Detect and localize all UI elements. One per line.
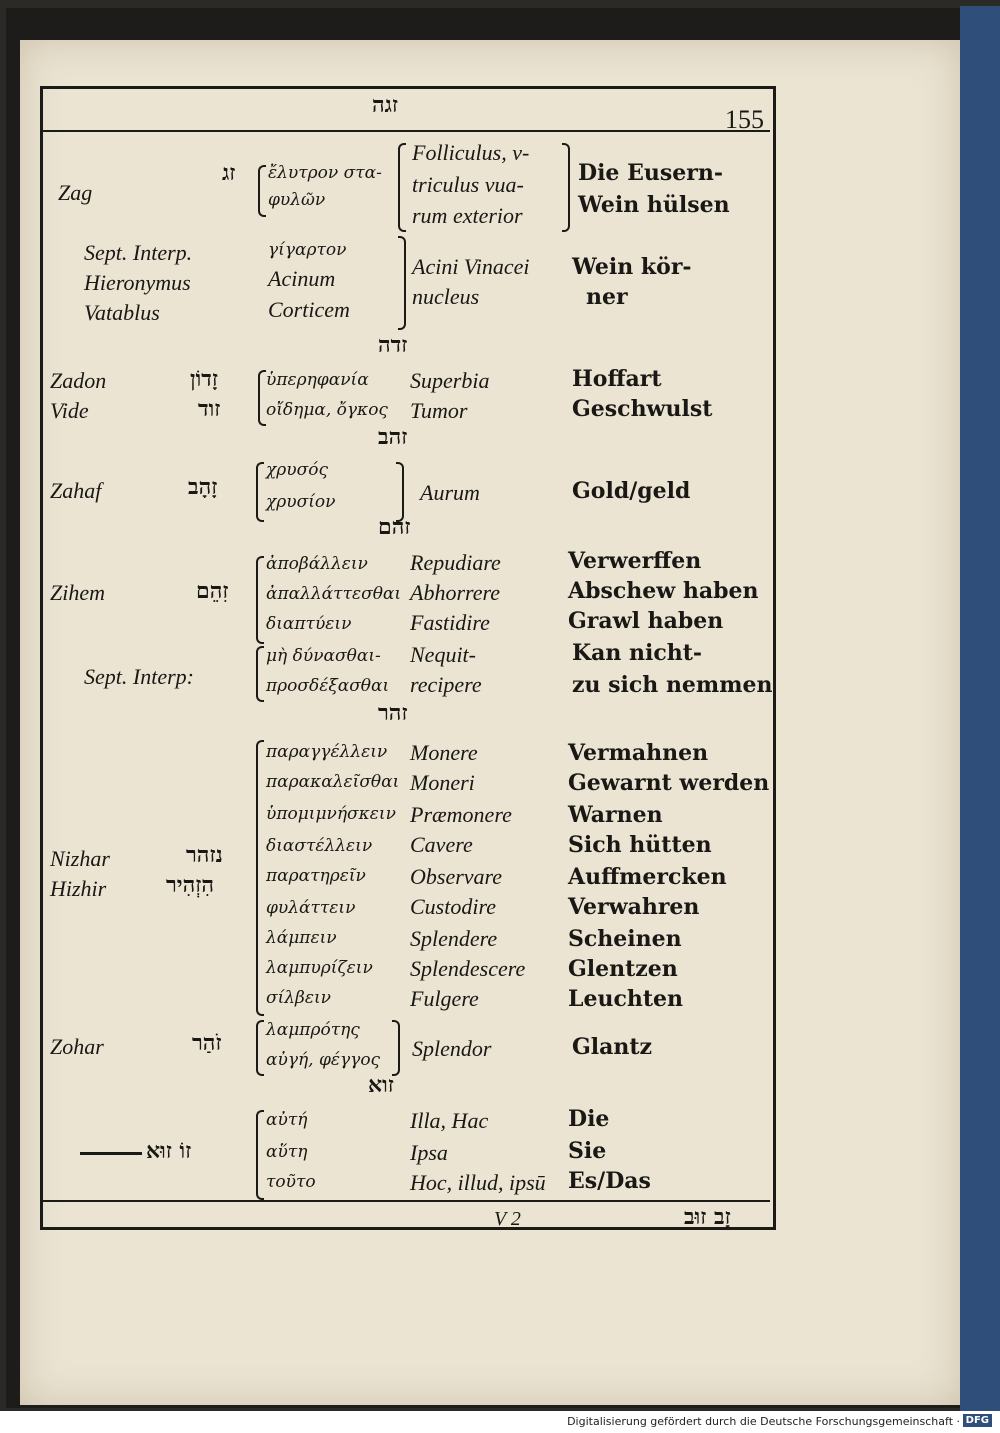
brace xyxy=(256,1110,264,1200)
catchword: זָב זוּב xyxy=(684,1204,731,1230)
greek-gloss: χρυσίον xyxy=(266,492,336,512)
greek-gloss: σίλβειν xyxy=(266,988,331,1008)
page-number: 155 xyxy=(725,105,764,134)
greek-gloss: αὐτή xyxy=(266,1110,308,1130)
hebrew-word: זוד xyxy=(198,396,221,422)
entry-label-zihem: Zihem xyxy=(50,580,105,605)
greek-gloss: γίγαρτον xyxy=(268,240,347,260)
latin-gloss: Abhorrere xyxy=(410,580,501,605)
greek-gloss: προσδέξασθαι xyxy=(266,676,390,696)
latin-gloss: rum exterior xyxy=(412,203,523,228)
latin-gloss: recipere xyxy=(410,672,482,697)
entry-label-zag: Zag xyxy=(58,180,93,205)
latin-gloss: Nequit- xyxy=(410,642,476,667)
german-gloss: Geschwulst xyxy=(572,396,713,422)
latin-gloss: Folliculus, v- xyxy=(412,140,530,165)
greek-gloss: ἀποβάλλειν xyxy=(266,554,368,574)
german-gloss: Leuchten xyxy=(568,986,684,1012)
entry-label-zohar: Zohar xyxy=(50,1034,104,1059)
german-gloss: ner xyxy=(586,284,628,310)
hebrew-word: הִזְהִיר xyxy=(166,872,215,898)
hebrew-word: זָדוֹן xyxy=(190,366,218,392)
german-gloss: Verwerffen xyxy=(568,548,702,574)
brace xyxy=(256,1020,264,1076)
greek-gloss: λαμπρότης xyxy=(266,1020,360,1040)
german-gloss: Die xyxy=(568,1106,610,1132)
entry-label-vide: Vide xyxy=(50,398,89,423)
brace xyxy=(256,556,264,644)
latin-gloss: Superbia xyxy=(410,368,490,393)
latin-gloss: Corticem xyxy=(268,297,350,322)
brace xyxy=(396,462,404,522)
greek-gloss: οἴδημα, ὄγκος xyxy=(266,400,388,420)
brace xyxy=(256,646,264,702)
greek-gloss: διαπτύειν xyxy=(266,614,352,634)
greek-gloss: ἔλυτρον στα- xyxy=(268,163,382,183)
greek-gloss: μὴ δύνασθαι- xyxy=(266,646,381,666)
greek-gloss: φυλάττειν xyxy=(266,898,356,918)
german-gloss: Grawl haben xyxy=(568,608,724,634)
signature-mark: V 2 xyxy=(494,1208,521,1230)
hebrew-word: נזהר xyxy=(186,842,223,868)
latin-gloss: Fastidire xyxy=(410,610,490,635)
german-gloss: Es/Das xyxy=(568,1168,651,1194)
latin-gloss: Acini Vinacei xyxy=(412,254,530,279)
german-gloss: Verwahren xyxy=(568,894,700,920)
greek-gloss: λάμπειν xyxy=(266,928,337,948)
hebrew-word: זָהָב xyxy=(188,474,218,500)
german-gloss: Gold/geld xyxy=(572,478,691,504)
latin-gloss: triculus vua- xyxy=(412,172,524,197)
german-gloss: Scheinen xyxy=(568,926,682,952)
greek-gloss: τοῦτο xyxy=(266,1172,316,1192)
brace xyxy=(258,165,266,217)
entry-label-hizhir: Hizhir xyxy=(50,876,107,901)
latin-gloss: Præmonere xyxy=(410,802,512,827)
latin-gloss: Illa, Hac xyxy=(410,1108,489,1133)
hebrew-word: זֹהַר xyxy=(192,1030,222,1056)
latin-gloss: Splendescere xyxy=(410,956,526,981)
latin-gloss: nucleus xyxy=(412,284,480,309)
root-heading: זהר xyxy=(378,700,408,726)
greek-gloss: χρυσός xyxy=(266,460,328,480)
entry-label-nizhar: Nizhar xyxy=(50,846,110,871)
latin-gloss: Splendor xyxy=(412,1036,492,1061)
root-heading: זהב xyxy=(378,424,408,450)
german-gloss: Auffmercken xyxy=(568,864,727,890)
entry-label-zadon: Zadon xyxy=(50,368,107,393)
latin-gloss: Hoc, illud, ipsū xyxy=(410,1170,546,1195)
german-gloss: Vermahnen xyxy=(568,740,709,766)
footer-rule xyxy=(40,1200,770,1202)
header-rule xyxy=(40,130,770,132)
root-heading: זדה xyxy=(378,332,408,358)
digitization-credit: Digitalisierung gefördert durch die Deutsche Forschungsgemeinschaft · xyxy=(567,1415,960,1428)
german-gloss: Wein hülsen xyxy=(578,192,730,218)
greek-gloss: λαμπυρίζειν xyxy=(266,958,373,978)
german-gloss: Warnen xyxy=(568,802,663,828)
german-gloss: Kan nicht- xyxy=(572,640,703,666)
latin-gloss: Ipsa xyxy=(410,1140,448,1165)
greek-gloss: ὑπομιμνήσκειν xyxy=(266,804,396,824)
brace xyxy=(256,462,264,522)
german-gloss: Gewarnt werden xyxy=(568,770,770,796)
latin-gloss: Repudiare xyxy=(410,550,501,575)
german-gloss: Die Eusern- xyxy=(578,160,723,186)
scan-color-edge xyxy=(960,6,1000,1411)
greek-gloss: φυλῶν xyxy=(268,190,326,210)
hebrew-running-head: זגה xyxy=(372,92,399,118)
latin-gloss: Tumor xyxy=(410,398,468,423)
brace xyxy=(562,143,570,232)
german-gloss: Sich hütten xyxy=(568,832,712,858)
hebrew-word: זִהֵם xyxy=(196,578,229,604)
dash-rule xyxy=(80,1152,142,1155)
greek-gloss: παρατηρεῖν xyxy=(266,866,366,886)
german-gloss: zu sich nemmen xyxy=(572,672,773,698)
latin-gloss: Moneri xyxy=(410,770,475,795)
latin-gloss: Custodire xyxy=(410,894,496,919)
greek-gloss: αὐγή, φέγγος xyxy=(266,1050,381,1070)
source-label: Sept. Interp: xyxy=(84,664,194,689)
german-gloss: Wein kör- xyxy=(572,254,692,280)
latin-gloss: Observare xyxy=(410,864,503,889)
root-heading: זהם xyxy=(378,514,411,540)
greek-gloss: αὕτη xyxy=(266,1142,308,1162)
greek-gloss: ὑπερηφανία xyxy=(266,370,369,390)
brace xyxy=(398,143,406,232)
german-gloss: Abschew haben xyxy=(568,578,759,604)
latin-gloss: Fulgere xyxy=(410,986,479,1011)
latin-gloss: Cavere xyxy=(410,832,473,857)
brace xyxy=(392,1020,400,1076)
source-label: Sept. Interp. xyxy=(84,240,193,265)
latin-gloss: Monere xyxy=(410,740,478,765)
brace xyxy=(258,370,266,426)
root-heading: זוא xyxy=(368,1072,394,1098)
greek-gloss: διαστέλλειν xyxy=(266,836,373,856)
german-gloss: Sie xyxy=(568,1138,607,1164)
greek-gloss: παρακαλεῖσθαι xyxy=(266,772,400,792)
german-gloss: Hoffart xyxy=(572,366,662,392)
latin-gloss: Splendere xyxy=(410,926,498,951)
source-label: Vatablus xyxy=(84,300,160,325)
latin-gloss: Aurum xyxy=(420,480,480,505)
german-gloss: Glentzen xyxy=(568,956,678,982)
greek-gloss: παραγγέλλειν xyxy=(266,742,388,762)
dfg-logo: DFG xyxy=(963,1414,992,1427)
hebrew-word: זוֹ זוּא xyxy=(146,1138,192,1164)
brace xyxy=(398,236,406,330)
entry-label-zahaf: Zahaf xyxy=(50,478,102,503)
german-gloss: Glantz xyxy=(572,1034,653,1060)
brace xyxy=(256,740,264,1016)
latin-gloss: Acinum xyxy=(268,266,336,291)
hebrew-word-zag: זג xyxy=(222,160,236,186)
source-label: Hieronymus xyxy=(84,270,191,295)
greek-gloss: ἀπαλλάττεσθαι xyxy=(266,584,402,604)
